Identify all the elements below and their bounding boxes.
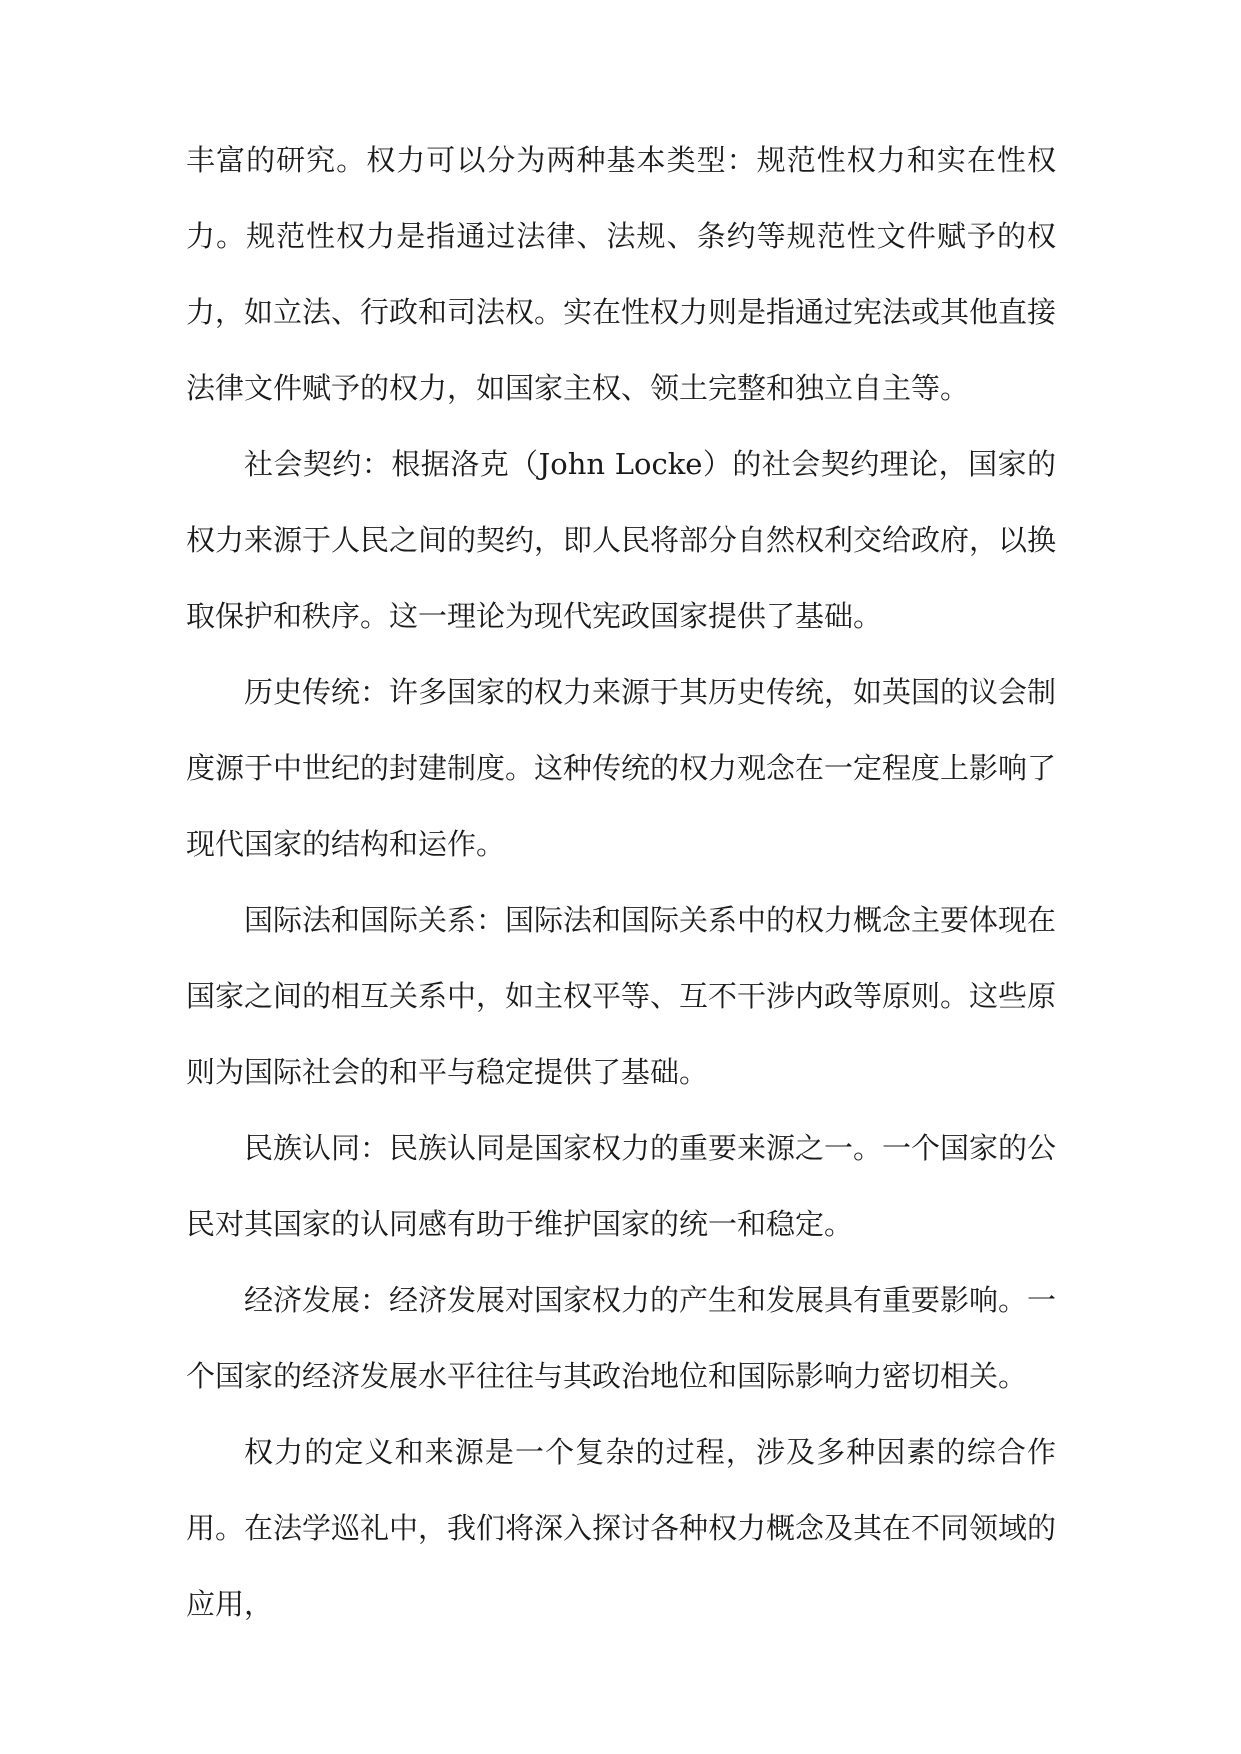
paragraph-historical-tradition: 历史传统：许多国家的权力来源于其历史传统，如英国的议会制度源于中世纪的封建制度。这种传统的权力观念在一定程度上影响了现代国家的结构和运作。 (186, 675, 1057, 861)
body-text (186, 122, 1056, 1642)
paragraph-international-law: 国际法和国际关系：国际法和国际关系中的权力概念主要体现在国家之间的相互关系中，如主权平等、互不干涉内政等原则。这些原则为国际社会的和平与稳定提供了基础。 (186, 903, 1057, 1089)
paragraph-social-contract: 社会契约：根据洛克（John Locke）的社会契约理论，国家的权力来源于人民之间的契约，即人民将部分自然权利交给政府，以换取保护和秩序。这一理论为现代宪政国家提供了基础。 (186, 447, 1057, 633)
paragraph-power-types: 丰富的研究。权力可以分为两种基本类型：规范性权力和实在性权力。规范性权力是指通过法律、法规、条约等规范性文件赋予的权力，如立法、行政和司法权。实在性权力则是指通过宪法或其他直接法律文件赋予的权力，如国家主权、领土完整和独立自主等。 (186, 143, 1057, 405)
paragraph-national-identity: 民族认同：民族认同是国家权力的重要来源之一。一个国家的公民对其国家的认同感有助于维护国家的统一和稳定。 (186, 1131, 1057, 1241)
paragraph-economic-development: 经济发展：经济发展对国家权力的产生和发展具有重要影响。一个国家的经济发展水平往往与其政治地位和国际影响力密切相关。 (186, 1283, 1057, 1393)
paragraph-conclusion: 权力的定义和来源是一个复杂的过程，涉及多种因素的综合作用。在法学巡礼中，我们将深入探讨各种权力概念及其在不同领域的应用， (186, 1435, 1057, 1621)
